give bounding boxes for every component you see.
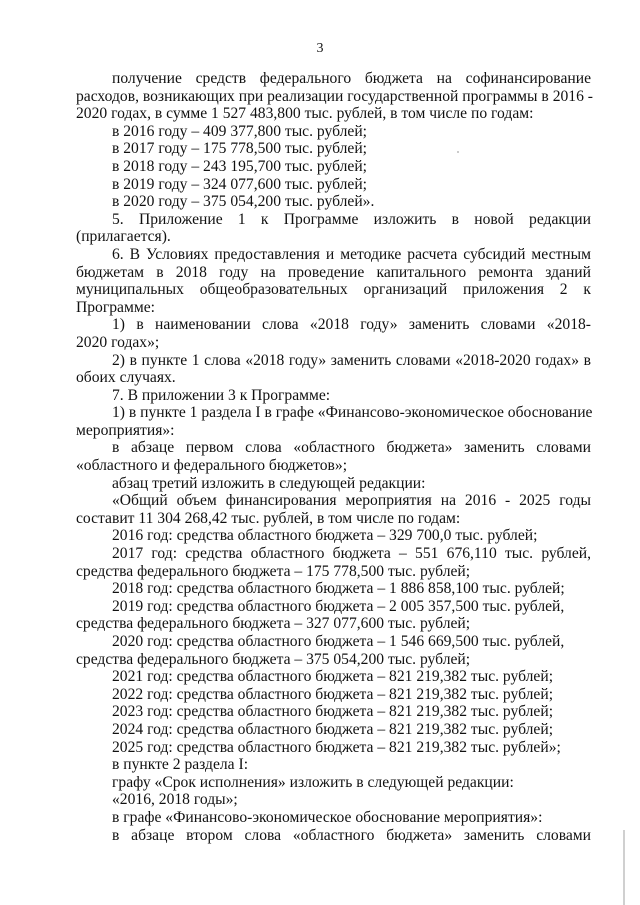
text-line: в абзаце первом слова «областного бюджета» заменить словами	[112, 439, 591, 457]
text-line: составит 11 304 268,42 тыс. рублей, в том числе по годам:	[76, 509, 461, 527]
text-line: абзац третий изложить в следующей редакции:	[112, 474, 426, 492]
text-line: «2016, 2018 годы»;	[112, 791, 238, 809]
text-line: Программе:	[76, 298, 155, 316]
page-number: 3	[316, 41, 324, 56]
document-body	[76, 70, 591, 844]
text-line: в 2018 году – 243 195,700 тыс. рублей;	[112, 157, 368, 175]
text-line: муниципальных общеобразовательных организаций приложения 2 к	[76, 281, 591, 299]
text-line: в графе «Финансово-экономическое обоснование мероприятия»:	[112, 808, 543, 826]
scan-speck	[457, 151, 459, 153]
text-line: в пункте 2 раздела I:	[112, 756, 249, 774]
text-line: 2017 год: средства областного бюджета – 551 676,110 тыс. рублей,	[112, 545, 591, 563]
text-line: 2020 год: средства областного бюджета – 1 546 669,500 тыс. рублей,	[112, 633, 565, 650]
text-line: 5. Приложение 1 к Программе изложить в новой редакции	[112, 210, 591, 228]
text-line: в 2017 году – 175 778,500 тыс. рублей;	[112, 140, 368, 158]
text-line: в 2019 году – 324 077,600 тыс. рублей;	[112, 175, 368, 193]
text-line: в 2020 году – 375 054,200 тыс. рублей».	[112, 193, 375, 211]
text-line: 6. В Условиях предоставления и методике расчета субсидий местным	[112, 245, 591, 263]
text-line: 2023 год: средства областного бюджета – 821 219,382 тыс. рублей;	[112, 703, 554, 721]
text-line: «Общий объем финансирования мероприятия на 2016 - 2025 годы	[112, 492, 591, 510]
text-line: средства федерального бюджета – 327 077,600 тыс. рублей;	[76, 615, 471, 633]
text-line: 2024 год: средства областного бюджета – 821 219,382 тыс. рублей;	[112, 720, 554, 738]
text-line: в 2016 году – 409 377,800 тыс. рублей;	[112, 122, 368, 140]
text-line: 2019 год: средства областного бюджета – 2 005 357,500 тыс. рублей,	[112, 597, 565, 615]
text-line: средства федерального бюджета – 175 778,500 тыс. рублей;	[76, 562, 471, 580]
text-line: 2021 год: средства областного бюджета – 821 219,382 тыс. рублей;	[112, 668, 554, 686]
text-line: бюджетам в 2018 году на проведение капитального ремонта зданий	[76, 263, 591, 281]
text-line: (прилагается).	[76, 228, 171, 246]
text-line: мероприятия»:	[76, 421, 175, 439]
text-line: 2) в пункте 1 слова «2018 году» заменить словами «2018-2020 годах» в	[112, 351, 591, 369]
text-line: 2016 год: средства областного бюджета – 329 700,0 тыс. рублей;	[112, 527, 538, 545]
text-line: 7. В приложении 3 к Программе:	[112, 386, 331, 404]
text-line: графу «Срок исполнения» изложить в следующей редакции:	[112, 773, 514, 791]
text-line: 1) в пункте 1 раздела I в графе «Финансово-экономическое обоснование	[112, 404, 593, 422]
text-line: средства федерального бюджета – 375 054,200 тыс. рублей;	[76, 650, 471, 668]
text-line: в абзаце втором слова «областного бюджета» заменить словами	[112, 826, 591, 844]
text-line: «областного и федерального бюджетов»;	[76, 457, 348, 475]
scan-edge-mark	[623, 830, 625, 905]
text-line: 1) в наименовании слова «2018 году» заменить словами «2018-	[112, 316, 591, 334]
text-line: 2020 годах, в сумме 1 527 483,800 тыс. рублей, в том числе по годам:	[76, 105, 534, 123]
text-line: обоих случаях.	[76, 369, 176, 387]
text-line: получение средств федерального бюджета на софинансирование	[112, 70, 591, 87]
text-line: 2022 год: средства областного бюджета – 821 219,382 тыс. рублей;	[112, 685, 554, 703]
text-line: расходов, возникающих при реализации государственной программы в 2016 -	[76, 87, 593, 105]
text-line: 2025 год: средства областного бюджета – 821 219,382 тыс. рублей»;	[112, 738, 561, 756]
text-line: 2018 год: средства областного бюджета – 1 886 858,100 тыс. рублей;	[112, 580, 565, 598]
text-line: 2020 годах»;	[76, 333, 160, 351]
